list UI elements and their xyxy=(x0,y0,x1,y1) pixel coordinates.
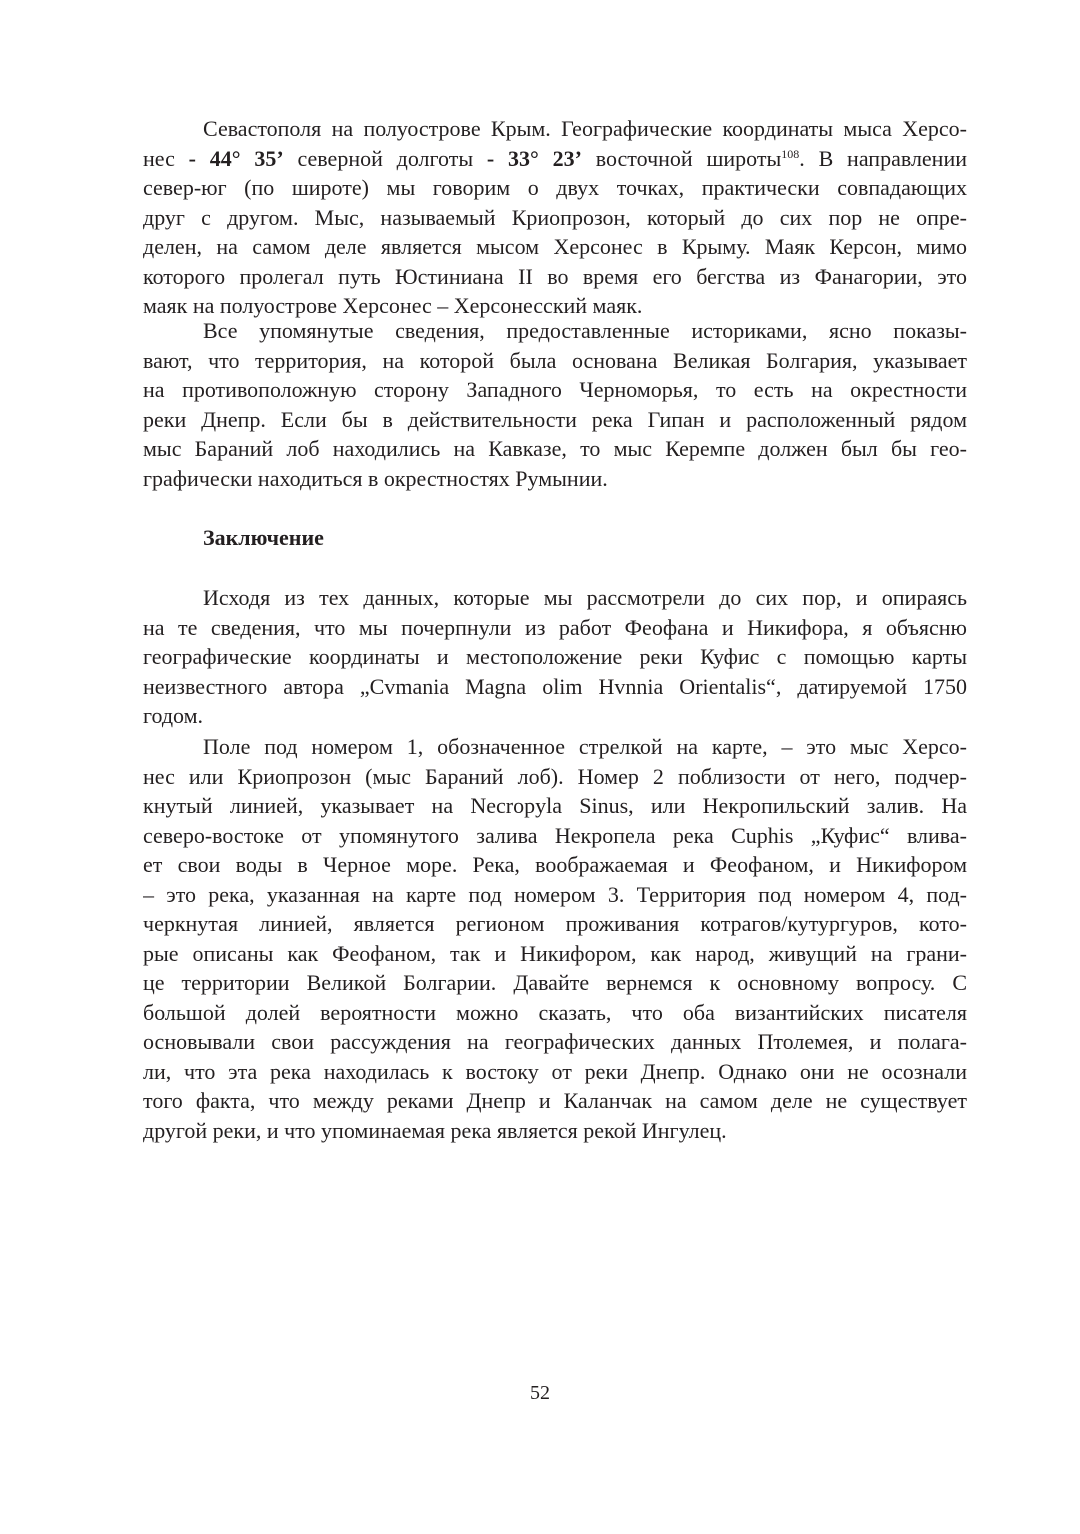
text-line xyxy=(143,732,967,762)
text-span: делен, на самом деле является мысом Херсонес в Крыму. Маяк Керсон, мимо xyxy=(143,234,967,259)
text-line xyxy=(143,850,967,880)
text-span: ли, что эта река находилась к востоку от реки Днепр. Однако они не осознали xyxy=(143,1058,967,1084)
paragraph-1 xyxy=(143,114,967,321)
text-span: це территории Великой Болгарии. Давайте вернемся к основному вопросу. С xyxy=(143,970,967,995)
text-line xyxy=(143,1027,967,1057)
text-line xyxy=(143,144,967,174)
text-line xyxy=(143,464,967,494)
text-span: на противоположную сторону Западного Черноморья, то есть на окрестности xyxy=(143,377,967,402)
text-span: друг с другом. Мыс, называемый Криопрозон, который до сих пор не опре- xyxy=(143,204,967,230)
text-line xyxy=(143,642,967,672)
text-line xyxy=(143,880,967,910)
text-span: годом. xyxy=(143,703,204,728)
text-span: нес или Криопрозон (мыс Бараний лоб). Номер 2 поблизости от него, подчер- xyxy=(143,763,967,789)
text-span: того факта, что между реками Днепр и Каланчак на самом деле не существует xyxy=(143,1088,967,1113)
text-line xyxy=(143,1057,967,1087)
text-span: графически находиться в окрестностях Румынии. xyxy=(143,465,608,491)
text-span: – это река, указанная на карте под номером 3. Территория под номером 4, под- xyxy=(143,881,967,907)
text-span: мыс Бараний лоб находились на Кавказе, то мыс Керемпе должен был бы гео- xyxy=(143,436,967,461)
text-line xyxy=(143,939,967,969)
text-span: Севастополя на полуострове Крым. Географические координаты мыса Херсо- xyxy=(203,116,967,141)
text-line xyxy=(143,375,967,405)
text-span: Все упомянутые сведения, предоставленные историками, ясно показы- xyxy=(203,318,967,343)
text-span: неизвестного автора „Cvmania Magna olim Hvnnia Orientalis“, датируемой 1750 xyxy=(143,673,967,699)
text-span: . В направлении xyxy=(799,145,967,171)
text-span: географические координаты и местоположение реки Куфис с помощью карты xyxy=(143,644,967,669)
text-span: маяк на полуострове Херсонес – Херсонесский маяк. xyxy=(143,293,643,318)
text-span: восточной широты xyxy=(581,145,782,171)
text-span: Поле под номером 1, обозначенное стрелкой на карте, – это мыс Херсо- xyxy=(203,734,967,759)
text-line xyxy=(143,1116,967,1146)
text-line xyxy=(143,613,967,643)
text-line xyxy=(143,672,967,702)
bold-text: - 33° 23’ xyxy=(486,145,582,171)
text-span: реки Днепр. Если бы в действительности река Гипан и расположенный рядом xyxy=(143,406,967,432)
text-line xyxy=(143,316,967,346)
text-span: вают, что территория, на которой была основана Великая Болгария, указывает xyxy=(143,347,967,373)
paragraph-4 xyxy=(143,732,967,1145)
paragraph-2 xyxy=(143,316,967,493)
text-span: рые описаны как Феофаном, так и Никифором, как народ, живущий на грани- xyxy=(143,940,967,966)
text-line xyxy=(143,968,967,998)
text-line xyxy=(143,998,967,1028)
text-line xyxy=(143,262,967,292)
text-span: большой долей вероятности можно сказать, что оба византийских писателя xyxy=(143,999,967,1025)
section-heading: Заключение xyxy=(203,525,324,550)
footnote-ref: 108 xyxy=(781,146,800,161)
text-line xyxy=(143,909,967,939)
text-span: нес xyxy=(143,145,189,171)
text-span: кнутый линией, указывает на Necropyla Sinus, или Некропильский залив. На xyxy=(143,793,967,818)
text-line xyxy=(143,114,967,144)
bold-text: - 44° 35’ xyxy=(188,145,284,171)
text-line xyxy=(143,701,967,731)
text-line xyxy=(143,583,967,613)
text-span: другой реки, и что упоминаемая река является рекой Ингулец. xyxy=(143,1117,727,1143)
text-line xyxy=(143,346,967,376)
text-line xyxy=(143,203,967,233)
text-span: на те сведения, что мы почерпнули из работ Феофана и Никифора, я объясню xyxy=(143,614,967,640)
text-line xyxy=(143,791,967,821)
text-span: основывали свои рассуждения на географических данных Птолемея, и полага- xyxy=(143,1029,967,1054)
text-line xyxy=(143,173,967,203)
text-span: северной долготы xyxy=(283,145,487,171)
page-number: 52 xyxy=(530,1382,550,1404)
text-line xyxy=(143,821,967,851)
text-span: север-юг (по широте) мы говорим о двух точках, практически совпадающих xyxy=(143,175,967,200)
paragraph-3 xyxy=(143,583,967,731)
text-span: которого пролегал путь Юстиниана II во время его бегства из Фанагории, это xyxy=(143,263,967,289)
text-line xyxy=(143,232,967,262)
text-span: черкнутая линией, является регионом проживания котрагов/кутургуров, кото- xyxy=(143,911,967,936)
text-span: северо-востоке от упомянутого залива Некропела река Cuphis „Куфис“ влива- xyxy=(143,822,967,848)
text-line xyxy=(143,405,967,435)
text-line xyxy=(143,762,967,792)
text-span: ет свои воды в Черное море. Река, воображаемая и Феофаном, и Никифором xyxy=(143,852,967,877)
text-line xyxy=(143,434,967,464)
text-span: Исходя из тех данных, которые мы рассмотрели до сих пор, и опираясь xyxy=(203,585,967,610)
text-line xyxy=(143,1086,967,1116)
